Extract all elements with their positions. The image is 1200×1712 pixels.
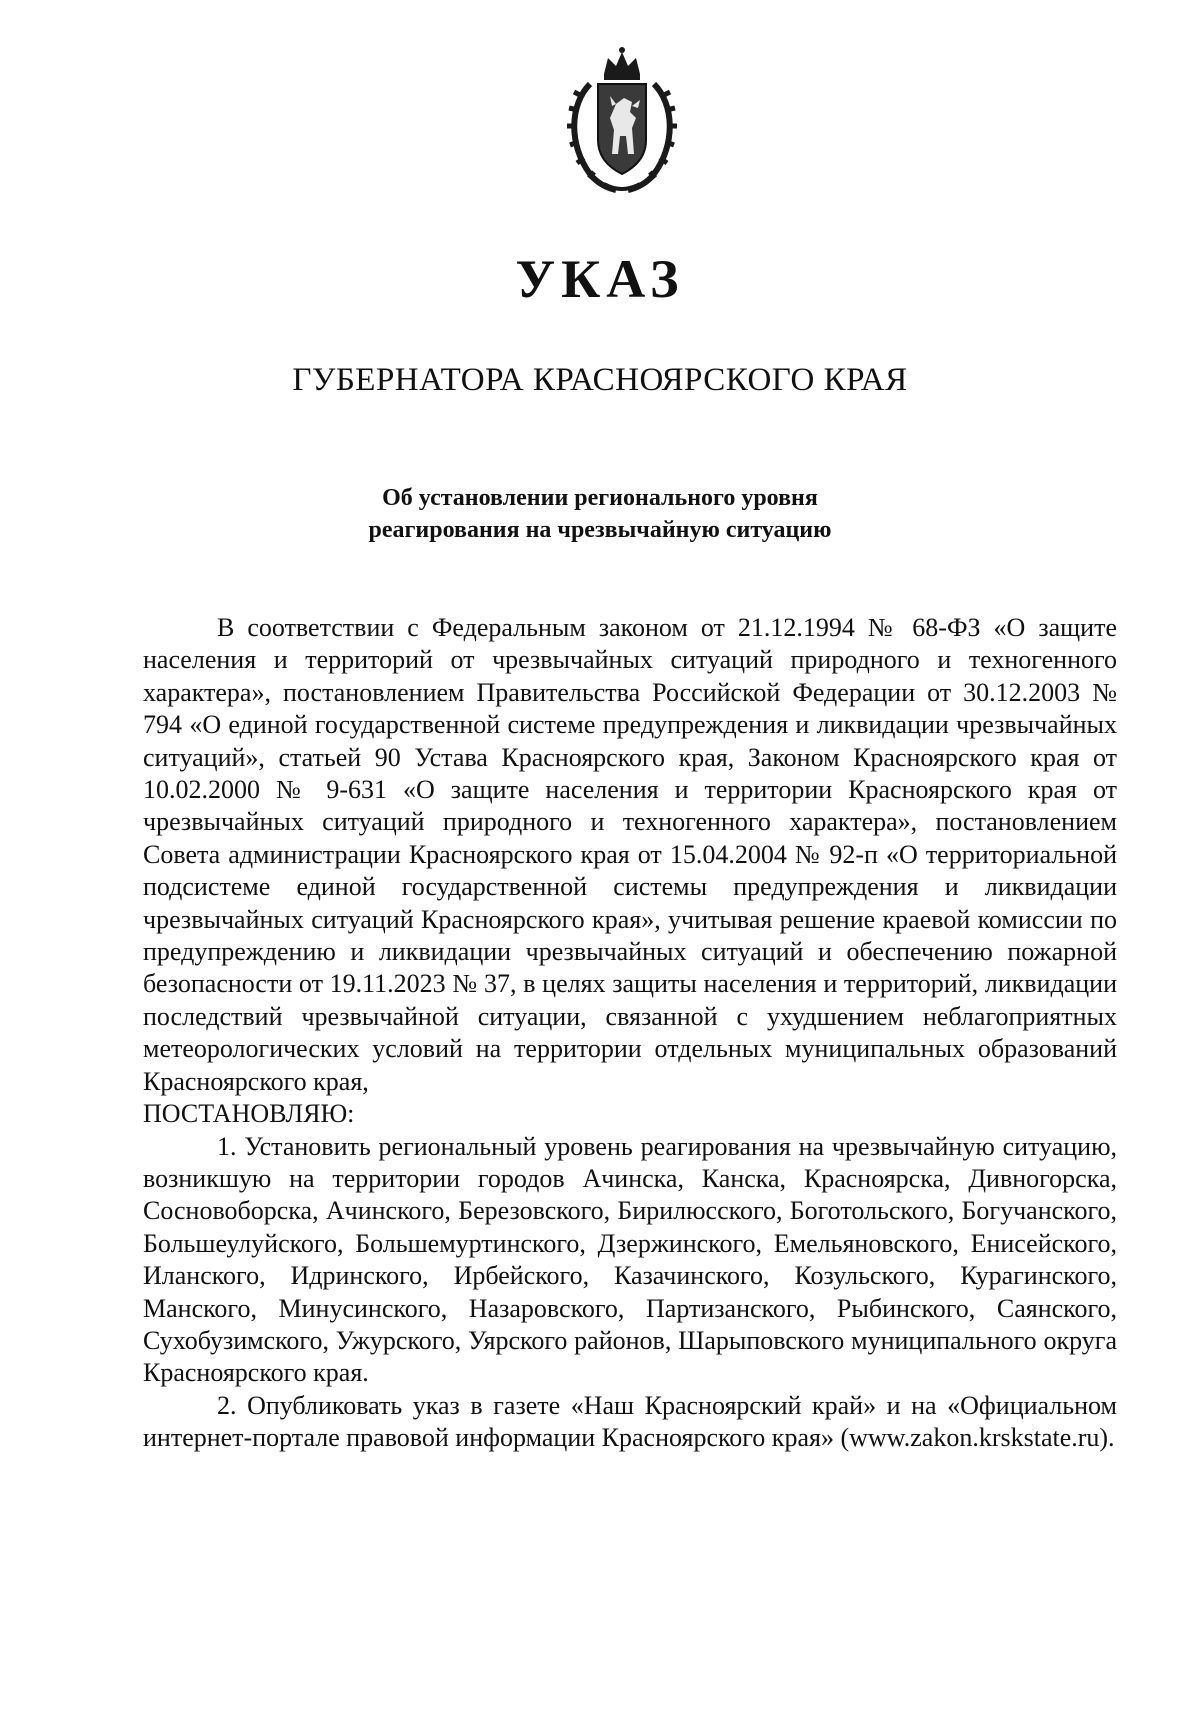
decree-word: ПОСТАНОВЛЯЮ: — [143, 1099, 355, 1129]
document-type-heading: УКАЗ — [515, 249, 685, 309]
item-1-paragraph: 1. Установить региональный уровень реагирования на чрезвычайную ситуацию, возникшую на территории городов Ачинска, Канска, Красноярска, Дивногорска, Сосновоборска, Ачинского, Березовского, Бирилюсского, Боготольского, Богучанского, Большеулуйского, Большемуртинского, Дзержинского, Емельяновского, Енисейского, Иланского, Идринского, Ирбейского, Казачинского, Козульского, Курагинского, Манского, Минусинского, Назаровского, Партизанского, Рыбинского, Саянского, Сухобузимского, Ужурского, Уярского районов, Шарыповского муниципального округа Красноярского края. — [143, 1131, 1117, 1388]
item-2-paragraph: 2. Опубликовать указ в газете «Наш Красноярский край» и на «Официальном интернет-портале правовой информации Красноярского края» (www.zakon.krskstate.ru). — [143, 1390, 1117, 1453]
document-title — [0, 482, 1200, 546]
issuer-heading: ГУБЕРНАТОРА КРАСНОЯРСКОГО КРАЯ — [292, 362, 908, 398]
document-title-line-2: реагирования на чрезвычайную ситуацию — [368, 517, 832, 543]
document-body — [143, 612, 1117, 1455]
document-title-line-1: Об установлении регионального уровня — [382, 485, 818, 511]
preamble-paragraph: В соответствии с Федеральным законом от 21.12.1994 № 68-ФЗ «О защите населения и территорий от чрезвычайных ситуаций природного и техногенного характера», постановлением Правительства Российской Федерации от 30.12.2003 № 794 «О единой государственной системе предупреждения и ликвидации чрезвычайных ситуаций», статьей 90 Устава Красноярского края, Законом Красноярского края от 10.02.2000 № 9-631 «О защите населения и территории Красноярского края от чрезвычайных ситуаций природного и техногенного характера», постановлением Совета администрации Красноярского края от 15.04.2004 № 92-п «О территориальной подсистеме единой государственной системы предупреждения и ликвидации чрезвычайных ситуаций Красноярского края», учитывая решение краевой комиссии по предупреждению и ликвидации чрезвычайных ситуаций и обеспечению пожарной безопасности от 19.11.2023 № 37, в целях защиты населения и территорий, ликвидации последствий чрезвычайной ситуации, связанной с ухудшением неблагоприятных метеорологических условий на территории отдельных муниципальных образований Красноярского края, — [143, 613, 1117, 1096]
krasnoyarsk-coat-of-arms-icon — [560, 44, 684, 194]
